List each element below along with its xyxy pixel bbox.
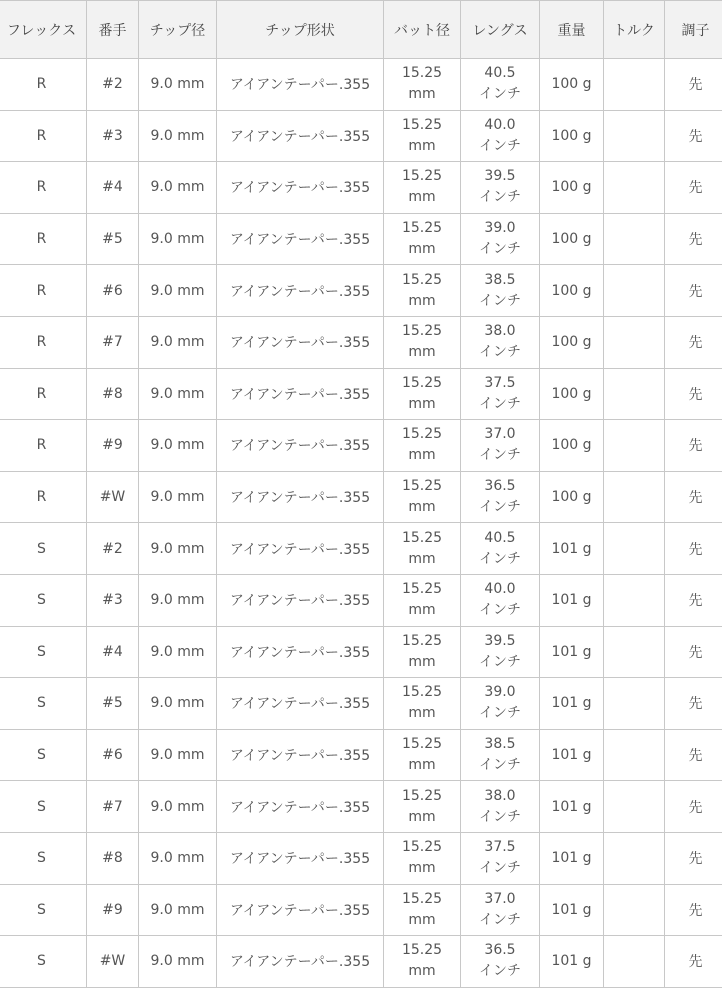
butt-diameter-cell	[384, 626, 461, 678]
tip-diameter-cell: 9.0 mm	[139, 574, 217, 626]
kick-point-cell: 先	[665, 316, 722, 368]
kick-point-cell: 先	[665, 265, 722, 317]
weight-cell: 100 g	[540, 265, 604, 317]
butt-diameter-cell-value: 15.25	[384, 218, 460, 239]
butt-diameter-cell	[384, 110, 461, 162]
length-cell-value: 37.5	[461, 837, 539, 858]
table-row	[0, 678, 722, 730]
butt-diameter-cell-value: 15.25	[384, 270, 460, 291]
tip-diameter-cell: 9.0 mm	[139, 471, 217, 523]
weight-cell: 101 g	[540, 523, 604, 575]
butt-diameter-cell-unit: mm	[384, 652, 460, 673]
tip-diameter-cell: 9.0 mm	[139, 626, 217, 678]
number-cell: #5	[87, 678, 139, 730]
torque-cell	[604, 110, 665, 162]
table-row	[0, 574, 722, 626]
tip-diameter-cell: 9.0 mm	[139, 265, 217, 317]
flex-cell: S	[0, 884, 87, 936]
table-row	[0, 936, 722, 988]
kick-point-cell: 先	[665, 936, 722, 988]
table-row	[0, 213, 722, 265]
number-cell: #5	[87, 213, 139, 265]
butt-diameter-cell-unit: mm	[384, 807, 460, 828]
table-row	[0, 316, 722, 368]
butt-diameter-cell-value: 15.25	[384, 321, 460, 342]
tip-diameter-cell: 9.0 mm	[139, 729, 217, 781]
weight-cell: 101 g	[540, 626, 604, 678]
header-torque: トルク	[604, 1, 665, 59]
tip-diameter-cell: 9.0 mm	[139, 110, 217, 162]
weight-cell: 101 g	[540, 832, 604, 884]
length-cell	[461, 832, 540, 884]
kick-point-cell: 先	[665, 59, 722, 111]
table-body	[0, 59, 722, 988]
butt-diameter-cell-value: 15.25	[384, 528, 460, 549]
length-cell-unit: インチ	[461, 136, 539, 157]
length-cell	[461, 316, 540, 368]
number-cell: #W	[87, 936, 139, 988]
tip-shape-cell: アイアンテーパー.355	[217, 678, 384, 730]
weight-cell: 100 g	[540, 59, 604, 111]
header-row	[0, 1, 722, 59]
weight-cell: 101 g	[540, 729, 604, 781]
length-cell-value: 40.5	[461, 528, 539, 549]
kick-point-cell: 先	[665, 678, 722, 730]
tip-shape-cell: アイアンテーパー.355	[217, 316, 384, 368]
tip-diameter-cell: 9.0 mm	[139, 884, 217, 936]
tip-diameter-cell: 9.0 mm	[139, 368, 217, 420]
torque-cell	[604, 162, 665, 214]
flex-cell: R	[0, 162, 87, 214]
number-cell: #6	[87, 265, 139, 317]
length-cell	[461, 59, 540, 111]
table-row	[0, 523, 722, 575]
length-cell	[461, 884, 540, 936]
tip-shape-cell: アイアンテーパー.355	[217, 59, 384, 111]
tip-diameter-cell: 9.0 mm	[139, 832, 217, 884]
number-cell: #6	[87, 729, 139, 781]
tip-shape-cell: アイアンテーパー.355	[217, 781, 384, 833]
tip-diameter-cell: 9.0 mm	[139, 420, 217, 472]
tip-shape-cell: アイアンテーパー.355	[217, 936, 384, 988]
length-cell-unit: インチ	[461, 239, 539, 260]
kick-point-cell: 先	[665, 368, 722, 420]
butt-diameter-cell	[384, 936, 461, 988]
flex-cell: S	[0, 936, 87, 988]
flex-cell: R	[0, 59, 87, 111]
length-cell-value: 39.0	[461, 682, 539, 703]
butt-diameter-cell	[384, 574, 461, 626]
butt-diameter-cell-unit: mm	[384, 394, 460, 415]
butt-diameter-cell-value: 15.25	[384, 734, 460, 755]
number-cell: #7	[87, 781, 139, 833]
butt-diameter-cell	[384, 781, 461, 833]
flex-cell: S	[0, 832, 87, 884]
tip-shape-cell: アイアンテーパー.355	[217, 213, 384, 265]
tip-shape-cell: アイアンテーパー.355	[217, 832, 384, 884]
torque-cell	[604, 781, 665, 833]
number-cell: #2	[87, 59, 139, 111]
weight-cell: 101 g	[540, 936, 604, 988]
flex-cell: S	[0, 678, 87, 730]
length-cell-value: 39.5	[461, 631, 539, 652]
butt-diameter-cell	[384, 213, 461, 265]
torque-cell	[604, 316, 665, 368]
weight-cell: 101 g	[540, 884, 604, 936]
number-cell: #W	[87, 471, 139, 523]
flex-cell: R	[0, 420, 87, 472]
length-cell-value: 38.5	[461, 734, 539, 755]
butt-diameter-cell	[384, 729, 461, 781]
header-tip-diameter: チップ径	[139, 1, 217, 59]
flex-cell: S	[0, 729, 87, 781]
number-cell: #3	[87, 110, 139, 162]
length-cell	[461, 574, 540, 626]
torque-cell	[604, 729, 665, 781]
kick-point-cell: 先	[665, 420, 722, 472]
length-cell-value: 40.0	[461, 579, 539, 600]
table-header	[0, 1, 722, 59]
weight-cell: 100 g	[540, 162, 604, 214]
number-cell: #4	[87, 162, 139, 214]
length-cell-value: 37.0	[461, 424, 539, 445]
length-cell-unit: インチ	[461, 291, 539, 312]
kick-point-cell: 先	[665, 574, 722, 626]
tip-diameter-cell: 9.0 mm	[139, 213, 217, 265]
tip-diameter-cell: 9.0 mm	[139, 781, 217, 833]
butt-diameter-cell-unit: mm	[384, 187, 460, 208]
tip-diameter-cell: 9.0 mm	[139, 678, 217, 730]
header-number: 番手	[87, 1, 139, 59]
weight-cell: 101 g	[540, 678, 604, 730]
butt-diameter-cell-value: 15.25	[384, 115, 460, 136]
butt-diameter-cell-value: 15.25	[384, 940, 460, 961]
torque-cell	[604, 626, 665, 678]
table-row	[0, 832, 722, 884]
length-cell-unit: インチ	[461, 807, 539, 828]
torque-cell	[604, 213, 665, 265]
butt-diameter-cell	[384, 316, 461, 368]
length-cell	[461, 162, 540, 214]
tip-diameter-cell: 9.0 mm	[139, 316, 217, 368]
length-cell	[461, 265, 540, 317]
length-cell-value: 38.0	[461, 786, 539, 807]
length-cell	[461, 729, 540, 781]
butt-diameter-cell-unit: mm	[384, 342, 460, 363]
number-cell: #4	[87, 626, 139, 678]
weight-cell: 100 g	[540, 368, 604, 420]
length-cell	[461, 936, 540, 988]
tip-shape-cell: アイアンテーパー.355	[217, 574, 384, 626]
flex-cell: R	[0, 368, 87, 420]
kick-point-cell: 先	[665, 884, 722, 936]
length-cell-value: 39.5	[461, 166, 539, 187]
length-cell-value: 40.5	[461, 63, 539, 84]
table-row	[0, 59, 722, 111]
tip-diameter-cell: 9.0 mm	[139, 523, 217, 575]
butt-diameter-cell-value: 15.25	[384, 373, 460, 394]
butt-diameter-cell-value: 15.25	[384, 682, 460, 703]
butt-diameter-cell-value: 15.25	[384, 837, 460, 858]
header-weight: 重量	[540, 1, 604, 59]
tip-diameter-cell: 9.0 mm	[139, 59, 217, 111]
length-cell	[461, 678, 540, 730]
length-cell-unit: インチ	[461, 84, 539, 105]
flex-cell: R	[0, 110, 87, 162]
butt-diameter-cell-unit: mm	[384, 910, 460, 931]
length-cell-unit: インチ	[461, 445, 539, 466]
tip-shape-cell: アイアンテーパー.355	[217, 884, 384, 936]
number-cell: #9	[87, 884, 139, 936]
table-row	[0, 420, 722, 472]
length-cell-unit: インチ	[461, 703, 539, 724]
butt-diameter-cell	[384, 368, 461, 420]
length-cell-value: 37.5	[461, 373, 539, 394]
length-cell	[461, 781, 540, 833]
length-cell-unit: インチ	[461, 652, 539, 673]
number-cell: #8	[87, 832, 139, 884]
kick-point-cell: 先	[665, 626, 722, 678]
torque-cell	[604, 471, 665, 523]
butt-diameter-cell-unit: mm	[384, 755, 460, 776]
length-cell-value: 37.0	[461, 889, 539, 910]
butt-diameter-cell-unit: mm	[384, 600, 460, 621]
torque-cell	[604, 59, 665, 111]
torque-cell	[604, 832, 665, 884]
length-cell-unit: インチ	[461, 187, 539, 208]
kick-point-cell: 先	[665, 471, 722, 523]
table-row	[0, 110, 722, 162]
length-cell-unit: インチ	[461, 961, 539, 982]
weight-cell: 101 g	[540, 574, 604, 626]
length-cell	[461, 368, 540, 420]
tip-shape-cell: アイアンテーパー.355	[217, 471, 384, 523]
butt-diameter-cell-unit: mm	[384, 703, 460, 724]
length-cell-value: 36.5	[461, 940, 539, 961]
butt-diameter-cell-unit: mm	[384, 84, 460, 105]
butt-diameter-cell	[384, 471, 461, 523]
tip-shape-cell: アイアンテーパー.355	[217, 420, 384, 472]
table-row	[0, 368, 722, 420]
butt-diameter-cell-value: 15.25	[384, 631, 460, 652]
weight-cell: 100 g	[540, 213, 604, 265]
tip-shape-cell: アイアンテーパー.355	[217, 626, 384, 678]
butt-diameter-cell-unit: mm	[384, 291, 460, 312]
flex-cell: S	[0, 781, 87, 833]
torque-cell	[604, 884, 665, 936]
tip-shape-cell: アイアンテーパー.355	[217, 523, 384, 575]
table-row	[0, 729, 722, 781]
length-cell-unit: インチ	[461, 342, 539, 363]
length-cell	[461, 213, 540, 265]
length-cell	[461, 523, 540, 575]
length-cell-unit: インチ	[461, 549, 539, 570]
butt-diameter-cell-value: 15.25	[384, 579, 460, 600]
butt-diameter-cell	[384, 162, 461, 214]
butt-diameter-cell-unit: mm	[384, 549, 460, 570]
length-cell-unit: インチ	[461, 497, 539, 518]
number-cell: #8	[87, 368, 139, 420]
butt-diameter-cell	[384, 59, 461, 111]
torque-cell	[604, 265, 665, 317]
butt-diameter-cell	[384, 884, 461, 936]
length-cell	[461, 110, 540, 162]
butt-diameter-cell-unit: mm	[384, 136, 460, 157]
butt-diameter-cell-unit: mm	[384, 858, 460, 879]
torque-cell	[604, 678, 665, 730]
length-cell-value: 38.5	[461, 270, 539, 291]
length-cell	[461, 626, 540, 678]
butt-diameter-cell-value: 15.25	[384, 476, 460, 497]
weight-cell: 100 g	[540, 471, 604, 523]
tip-diameter-cell: 9.0 mm	[139, 936, 217, 988]
butt-diameter-cell-value: 15.25	[384, 889, 460, 910]
header-tip-shape: チップ形状	[217, 1, 384, 59]
butt-diameter-cell-value: 15.25	[384, 63, 460, 84]
butt-diameter-cell-value: 15.25	[384, 786, 460, 807]
flex-cell: R	[0, 213, 87, 265]
length-cell-unit: インチ	[461, 755, 539, 776]
table-row	[0, 471, 722, 523]
flex-cell: R	[0, 471, 87, 523]
header-flex: フレックス	[0, 1, 87, 59]
length-cell-unit: インチ	[461, 858, 539, 879]
torque-cell	[604, 368, 665, 420]
tip-shape-cell: アイアンテーパー.355	[217, 265, 384, 317]
header-length: レングス	[461, 1, 540, 59]
flex-cell: S	[0, 626, 87, 678]
torque-cell	[604, 574, 665, 626]
kick-point-cell: 先	[665, 781, 722, 833]
length-cell	[461, 420, 540, 472]
number-cell: #7	[87, 316, 139, 368]
kick-point-cell: 先	[665, 110, 722, 162]
weight-cell: 101 g	[540, 781, 604, 833]
number-cell: #9	[87, 420, 139, 472]
butt-diameter-cell	[384, 832, 461, 884]
length-cell-value: 40.0	[461, 115, 539, 136]
butt-diameter-cell-unit: mm	[384, 961, 460, 982]
kick-point-cell: 先	[665, 832, 722, 884]
table-row	[0, 265, 722, 317]
length-cell-unit: インチ	[461, 600, 539, 621]
tip-shape-cell: アイアンテーパー.355	[217, 368, 384, 420]
length-cell-value: 38.0	[461, 321, 539, 342]
weight-cell: 100 g	[540, 110, 604, 162]
torque-cell	[604, 936, 665, 988]
weight-cell: 100 g	[540, 316, 604, 368]
length-cell-value: 36.5	[461, 476, 539, 497]
weight-cell: 100 g	[540, 420, 604, 472]
flex-cell: S	[0, 523, 87, 575]
length-cell-unit: インチ	[461, 394, 539, 415]
butt-diameter-cell	[384, 523, 461, 575]
table-row	[0, 884, 722, 936]
number-cell: #2	[87, 523, 139, 575]
table-row	[0, 781, 722, 833]
butt-diameter-cell	[384, 420, 461, 472]
butt-diameter-cell	[384, 265, 461, 317]
torque-cell	[604, 523, 665, 575]
tip-shape-cell: アイアンテーパー.355	[217, 110, 384, 162]
kick-point-cell: 先	[665, 162, 722, 214]
length-cell	[461, 471, 540, 523]
kick-point-cell: 先	[665, 523, 722, 575]
kick-point-cell: 先	[665, 213, 722, 265]
butt-diameter-cell	[384, 678, 461, 730]
number-cell: #3	[87, 574, 139, 626]
butt-diameter-cell-unit: mm	[384, 445, 460, 466]
flex-cell: S	[0, 574, 87, 626]
butt-diameter-cell-unit: mm	[384, 239, 460, 260]
flex-cell: R	[0, 316, 87, 368]
table-row	[0, 626, 722, 678]
tip-diameter-cell: 9.0 mm	[139, 162, 217, 214]
table-row	[0, 162, 722, 214]
torque-cell	[604, 420, 665, 472]
butt-diameter-cell-value: 15.25	[384, 424, 460, 445]
header-butt-diameter: バット径	[384, 1, 461, 59]
header-kick-point: 調子	[665, 1, 722, 59]
tip-shape-cell: アイアンテーパー.355	[217, 729, 384, 781]
tip-shape-cell: アイアンテーパー.355	[217, 162, 384, 214]
length-cell-value: 39.0	[461, 218, 539, 239]
butt-diameter-cell-unit: mm	[384, 497, 460, 518]
length-cell-unit: インチ	[461, 910, 539, 931]
flex-cell: R	[0, 265, 87, 317]
butt-diameter-cell-value: 15.25	[384, 166, 460, 187]
kick-point-cell: 先	[665, 729, 722, 781]
